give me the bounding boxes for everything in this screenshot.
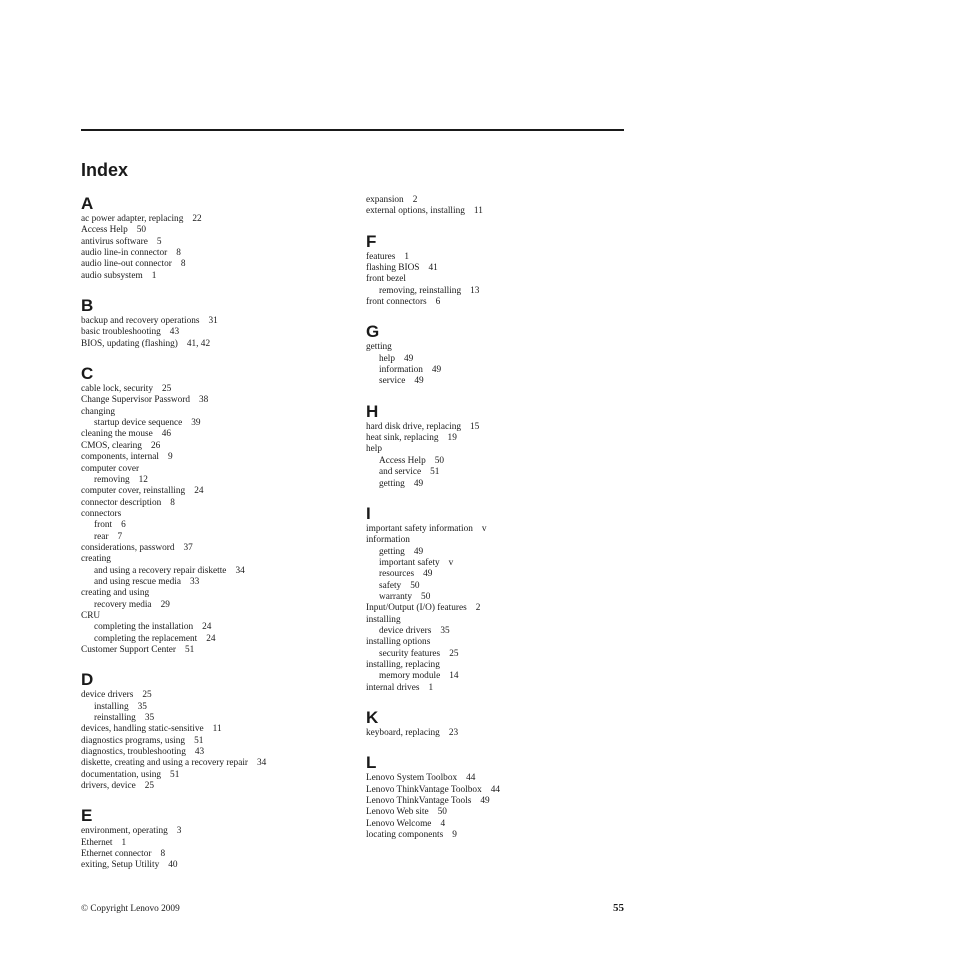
- entry-page-ref: 40: [168, 860, 178, 871]
- entry-page-ref: 6: [121, 520, 126, 531]
- index-letter-heading: G: [366, 322, 380, 342]
- entry-page-ref: 51: [170, 769, 180, 780]
- entry-term: security features: [379, 648, 441, 659]
- entry-page-ref: 51: [185, 645, 195, 655]
- entry-term: completing the installation: [94, 622, 194, 633]
- entry-page-ref: 8: [180, 259, 186, 270]
- entry-term: installing: [94, 701, 129, 712]
- index-letter-heading: K: [366, 708, 379, 727]
- index-entry: [366, 297, 636, 308]
- entry-page-ref: 43: [194, 747, 205, 758]
- entry-page-ref: 25: [162, 384, 172, 395]
- entry-page-ref: 26: [150, 440, 161, 451]
- entry-term: diskette, creating and using a recovery repair: [81, 758, 249, 769]
- entry-term: front connectors: [366, 297, 427, 308]
- index-entry: [366, 195, 636, 206]
- entry-term: hard disk drive, replacing: [366, 421, 462, 432]
- entry-page-ref: 35: [137, 701, 147, 712]
- entry-page-ref: 2: [412, 195, 418, 205]
- entry-term: connector description: [81, 497, 162, 508]
- entry-term: removing, reinstalling: [379, 285, 462, 296]
- index-section: [366, 694, 636, 739]
- index-entry: [81, 747, 351, 758]
- entry-term: Lenovo ThinkVantage Toolbox: [366, 784, 482, 795]
- entry-page-ref: 31: [208, 316, 218, 327]
- index-letter-heading: L: [366, 753, 377, 773]
- index-entry: [81, 407, 351, 418]
- entry-page-ref: 46: [161, 429, 172, 440]
- entry-page-ref: 49: [413, 478, 424, 489]
- index-letter-heading: H: [366, 401, 379, 421]
- entry-term: installing: [366, 614, 401, 625]
- entry-term: Customer Support Center: [81, 645, 177, 655]
- entry-term: Lenovo Web site: [366, 807, 429, 818]
- index-subentry: [81, 566, 351, 577]
- entry-term: creating: [81, 554, 111, 565]
- index-entry: [81, 339, 351, 350]
- entry-page-ref: 11: [212, 724, 222, 735]
- index-entry: [81, 838, 351, 849]
- entry-page-ref: 50: [437, 807, 447, 818]
- index-entry: [81, 237, 351, 248]
- index-entry: [366, 433, 636, 444]
- index-entry: [81, 259, 351, 270]
- index-entry: [366, 660, 636, 671]
- entry-page-ref: 43: [169, 327, 180, 338]
- index-entry: [81, 860, 351, 871]
- index-entry: [81, 736, 351, 747]
- index-subentry: [81, 577, 351, 588]
- index-section: [366, 490, 636, 694]
- index-entry: [81, 690, 351, 701]
- entry-term: front: [94, 520, 113, 531]
- entry-term: BIOS, updating (flashing): [81, 338, 178, 349]
- index-letter-heading: E: [81, 806, 93, 826]
- index-entry: [366, 274, 636, 285]
- section-gap: [366, 308, 636, 321]
- index-entry: [366, 422, 636, 433]
- index-entry: [81, 486, 351, 497]
- index-entry: [81, 758, 351, 769]
- index-subentry: [366, 376, 636, 387]
- entry-term: computer cover: [81, 463, 140, 474]
- index-letter-heading: A: [81, 194, 94, 213]
- index-entry-list: [81, 690, 351, 792]
- entry-page-ref: 50: [410, 580, 420, 591]
- entry-term: removing: [94, 474, 130, 485]
- entry-page-ref: 1: [428, 682, 434, 693]
- entry-page-ref: 34: [235, 565, 245, 576]
- entry-term: device drivers: [379, 625, 432, 636]
- index-entry-list: [366, 195, 636, 218]
- section-gap: [366, 218, 636, 231]
- index-entry: [366, 444, 636, 455]
- entry-page-ref: 8: [176, 248, 181, 259]
- index-entry: [81, 214, 351, 225]
- entry-page-ref: 49: [423, 569, 433, 580]
- entry-page-ref: 25: [144, 781, 155, 792]
- entry-term: safety: [379, 580, 402, 591]
- entry-page-ref: 41, 42: [186, 338, 211, 349]
- index-section: [366, 739, 636, 841]
- entry-term: help: [366, 444, 383, 455]
- index-entry: [366, 785, 636, 796]
- index-letter-heading: I: [366, 503, 371, 523]
- entry-term: Change Supervisor Password: [81, 395, 190, 406]
- entry-term: components, internal: [81, 452, 159, 463]
- index-subentry: [366, 626, 636, 637]
- index-entry: [81, 316, 351, 327]
- entry-term: connectors: [81, 508, 122, 519]
- index-entry: [81, 225, 351, 236]
- page-title: Index: [81, 160, 129, 180]
- entry-page-ref: 1: [121, 837, 127, 848]
- index-entry-list: [366, 342, 636, 387]
- index-entry-list: [366, 422, 636, 490]
- index-subentry: [81, 418, 351, 429]
- index-letter-heading: B: [81, 296, 94, 316]
- section-gap: [366, 694, 636, 707]
- index-subentry: [366, 456, 636, 467]
- section-gap: [81, 350, 351, 363]
- index-entry: [366, 683, 636, 694]
- index-subentry: [366, 365, 636, 376]
- index-section: [366, 195, 636, 218]
- index-entry: [81, 826, 351, 837]
- index-entry: [81, 452, 351, 463]
- entry-term: keyboard, replacing: [366, 728, 440, 738]
- index-subentry: [366, 592, 636, 603]
- index-section: [366, 388, 636, 490]
- index-entry: [81, 384, 351, 395]
- entry-term: and service: [379, 467, 422, 478]
- section-gap: [366, 490, 636, 503]
- entry-term: cable lock, security: [81, 384, 154, 395]
- entry-term: ac power adapter, replacing: [81, 214, 184, 224]
- entry-term: basic troubleshooting: [81, 327, 161, 338]
- entry-page-ref: 1: [151, 270, 157, 281]
- index-subentry: [81, 532, 351, 543]
- section-gap: [81, 282, 351, 295]
- entry-page-ref: 9: [167, 452, 173, 463]
- entry-page-ref: 9: [452, 830, 457, 841]
- entry-term: Ethernet connector: [81, 849, 152, 860]
- entry-term: documentation, using: [81, 769, 162, 780]
- entry-term: important safety: [379, 557, 440, 568]
- entry-term: CMOS, clearing: [81, 440, 142, 451]
- index-entry-list: [81, 826, 351, 871]
- section-gap: [366, 739, 636, 752]
- entry-term: devices, handling static-sensitive: [81, 724, 204, 735]
- entry-page-ref: 22: [192, 214, 202, 224]
- entry-term: antivirus software: [81, 236, 148, 247]
- index-entry: [366, 535, 636, 546]
- entry-page-ref: 24: [202, 622, 212, 633]
- index-entry: [366, 773, 636, 784]
- index-entry: [81, 441, 351, 452]
- index-section: [81, 350, 351, 656]
- entry-term: Lenovo System Toolbox: [366, 773, 458, 784]
- entry-term: getting: [379, 546, 405, 557]
- index-entry: [366, 637, 636, 648]
- index-entry: [81, 248, 351, 259]
- entry-page-ref: 4: [440, 818, 446, 829]
- entry-term: reinstalling: [94, 713, 136, 724]
- index-subentry: [366, 479, 636, 490]
- index-entry: [81, 611, 351, 622]
- index-entry: [81, 464, 351, 475]
- index-subentry: [81, 520, 351, 531]
- index-column-left: [81, 193, 351, 872]
- entry-page-ref: 44: [490, 784, 501, 795]
- entry-page-ref: 38: [198, 395, 209, 406]
- entry-term: completing the replacement: [94, 633, 198, 644]
- entry-term: Lenovo Welcome: [366, 818, 432, 829]
- entry-page-ref: 23: [448, 728, 459, 738]
- entry-term: features: [366, 251, 396, 262]
- entry-page-ref: 24: [206, 633, 216, 644]
- entry-term: changing: [81, 406, 116, 417]
- entry-page-ref: 24: [194, 486, 204, 497]
- index-subentry: [366, 286, 636, 297]
- entry-page-ref: 33: [190, 576, 200, 587]
- index-subentry: [366, 467, 636, 478]
- index-entry: [366, 830, 636, 841]
- entry-page-ref: 19: [447, 433, 457, 444]
- index-subentry: [366, 354, 636, 365]
- entry-page-ref: 35: [440, 625, 450, 636]
- entry-page-ref: 50: [136, 225, 147, 236]
- entry-term: CRU: [81, 610, 101, 621]
- index-entry: [81, 327, 351, 338]
- index-entry-list: [81, 316, 351, 350]
- entry-term: drivers, device: [81, 781, 136, 792]
- entry-page-ref: 49: [431, 365, 442, 376]
- index-subentry: [81, 702, 351, 713]
- entry-term: considerations, password: [81, 542, 175, 553]
- index-subentry: [366, 558, 636, 569]
- index-subentry: [81, 713, 351, 724]
- index-entry: [366, 252, 636, 263]
- index-subentry: [81, 600, 351, 611]
- index-entry: [366, 206, 636, 217]
- entry-page-ref: 37: [183, 542, 193, 553]
- entry-page-ref: 51: [430, 467, 440, 478]
- entry-term: getting: [366, 342, 392, 353]
- entry-term: computer cover, reinstalling: [81, 486, 186, 497]
- index-entry-list: [81, 214, 351, 282]
- section-gap: [366, 388, 636, 401]
- entry-page-ref: 29: [160, 599, 170, 610]
- entry-term: diagnostics programs, using: [81, 735, 186, 746]
- entry-term: warranty: [379, 591, 413, 602]
- entry-page-ref: 25: [142, 690, 152, 701]
- entry-term: and using a recovery repair diskette: [94, 565, 227, 576]
- index-section: [81, 193, 351, 282]
- entry-page-ref: 5: [156, 236, 162, 247]
- entry-term: audio line-out connector: [81, 259, 172, 270]
- entry-term: internal drives: [366, 682, 420, 693]
- entry-term: resources: [379, 569, 415, 580]
- entry-page-ref: v: [448, 557, 454, 568]
- entry-page-ref: 2: [475, 603, 481, 614]
- entry-page-ref: 49: [414, 376, 424, 387]
- index-entry: [81, 429, 351, 440]
- entry-page-ref: 50: [421, 591, 431, 602]
- page-number: 55: [613, 902, 624, 914]
- entry-page-ref: 49: [413, 546, 424, 557]
- entry-term: information: [366, 535, 410, 546]
- entry-term: expansion: [366, 195, 404, 205]
- index-subentry: [81, 622, 351, 633]
- entry-term: startup device sequence: [94, 418, 183, 429]
- entry-page-ref: 35: [144, 713, 155, 724]
- index-entry-list: [366, 252, 636, 309]
- index-column-right: [366, 195, 636, 841]
- copyright-notice: © Copyright Lenovo 2009: [81, 904, 180, 914]
- entry-term: exiting, Setup Utility: [81, 860, 160, 871]
- entry-term: memory module: [379, 671, 441, 682]
- index-section: [81, 792, 351, 871]
- entry-term: audio line-in connector: [81, 248, 168, 259]
- entry-term: Input/Output (I/O) features: [366, 603, 467, 614]
- entry-term: environment, operating: [81, 826, 168, 837]
- index-entry: [81, 395, 351, 406]
- entry-term: installing, replacing: [366, 659, 440, 670]
- index-entry: [81, 509, 351, 520]
- entry-term: and using rescue media: [94, 576, 181, 587]
- entry-term: important safety information: [366, 523, 473, 534]
- entry-page-ref: 8: [170, 497, 175, 508]
- index-section: [366, 308, 636, 387]
- index-section: [81, 656, 351, 792]
- index-subentry: [366, 649, 636, 660]
- index-entry: [81, 724, 351, 735]
- entry-term: getting: [379, 478, 405, 489]
- entry-page-ref: 51: [194, 735, 204, 746]
- index-entry: [366, 342, 636, 353]
- index-entry: [366, 796, 636, 807]
- entry-term: Lenovo ThinkVantage Tools: [366, 796, 472, 807]
- entry-term: backup and recovery operations: [81, 316, 200, 327]
- entry-page-ref: v: [481, 523, 487, 534]
- entry-page-ref: 50: [434, 455, 445, 466]
- index-subentry: [81, 634, 351, 645]
- entry-term: heat sink, replacing: [366, 433, 439, 444]
- entry-term: cleaning the mouse: [81, 429, 153, 440]
- index-subentry: [81, 475, 351, 486]
- entry-term: Access Help: [81, 225, 128, 236]
- index-entry: [366, 807, 636, 818]
- entry-term: front bezel: [366, 274, 407, 285]
- entry-term: service: [379, 376, 406, 387]
- index-subentry: [366, 569, 636, 580]
- index-subentry: [366, 547, 636, 558]
- index-letter-heading: D: [81, 670, 94, 690]
- entry-term: installing options: [366, 637, 431, 648]
- index-entry: [366, 728, 636, 739]
- index-entry-list: [81, 384, 351, 656]
- index-letter-heading: F: [366, 231, 377, 251]
- header-rule: [81, 129, 624, 131]
- index-entry: [81, 770, 351, 781]
- entry-term: help: [379, 353, 396, 364]
- entry-page-ref: 13: [470, 285, 480, 296]
- entry-page-ref: 14: [449, 671, 459, 682]
- index-entry: [81, 588, 351, 599]
- entry-page-ref: 12: [138, 474, 148, 485]
- entry-page-ref: 44: [466, 773, 476, 784]
- index-entry: [81, 271, 351, 282]
- index-entry: [366, 603, 636, 614]
- entry-term: creating and using: [81, 588, 150, 599]
- index-entry-list: [366, 524, 636, 694]
- index-letter-heading: C: [81, 364, 94, 384]
- entry-page-ref: 3: [176, 826, 182, 837]
- entry-page-ref: 39: [191, 418, 201, 429]
- section-gap: [81, 656, 351, 669]
- index-entry: [81, 543, 351, 554]
- index-section: [81, 282, 351, 350]
- entry-page-ref: 25: [449, 648, 459, 659]
- entry-page-ref: 7: [117, 531, 123, 542]
- entry-term: Access Help: [379, 455, 426, 466]
- entry-page-ref: 8: [160, 849, 166, 860]
- entry-term: Ethernet: [81, 837, 113, 848]
- index-section: [366, 218, 636, 309]
- index-entry: [366, 819, 636, 830]
- entry-term: diagnostics, troubleshooting: [81, 747, 186, 758]
- entry-term: audio subsystem: [81, 270, 143, 281]
- entry-page-ref: 6: [435, 297, 441, 308]
- index-entry: [81, 645, 351, 656]
- entry-term: rear: [94, 531, 109, 542]
- entry-page-ref: 49: [480, 796, 490, 807]
- entry-page-ref: 49: [404, 353, 414, 364]
- entry-term: locating components: [366, 830, 444, 841]
- index-entry: [366, 524, 636, 535]
- index-subentry: [366, 581, 636, 592]
- entry-term: recovery media: [94, 599, 152, 610]
- index-entry: [81, 849, 351, 860]
- entry-page-ref: 15: [470, 421, 480, 432]
- entry-page-ref: 1: [404, 251, 410, 262]
- entry-page-ref: 11: [473, 206, 483, 217]
- entry-term: external options, installing: [366, 206, 465, 217]
- entry-page-ref: 41: [428, 263, 438, 274]
- entry-term: information: [379, 365, 423, 376]
- index-entry: [366, 615, 636, 626]
- index-subentry: [366, 671, 636, 682]
- index-entry-list: [366, 728, 636, 739]
- index-entry: [366, 263, 636, 274]
- index-entry: [81, 554, 351, 565]
- entry-page-ref: 34: [257, 758, 267, 769]
- entry-term: device drivers: [81, 690, 134, 701]
- section-gap: [81, 792, 351, 805]
- index-entry: [81, 781, 351, 792]
- index-entry-list: [366, 773, 636, 841]
- entry-term: flashing BIOS: [366, 263, 420, 274]
- index-entry: [81, 498, 351, 509]
